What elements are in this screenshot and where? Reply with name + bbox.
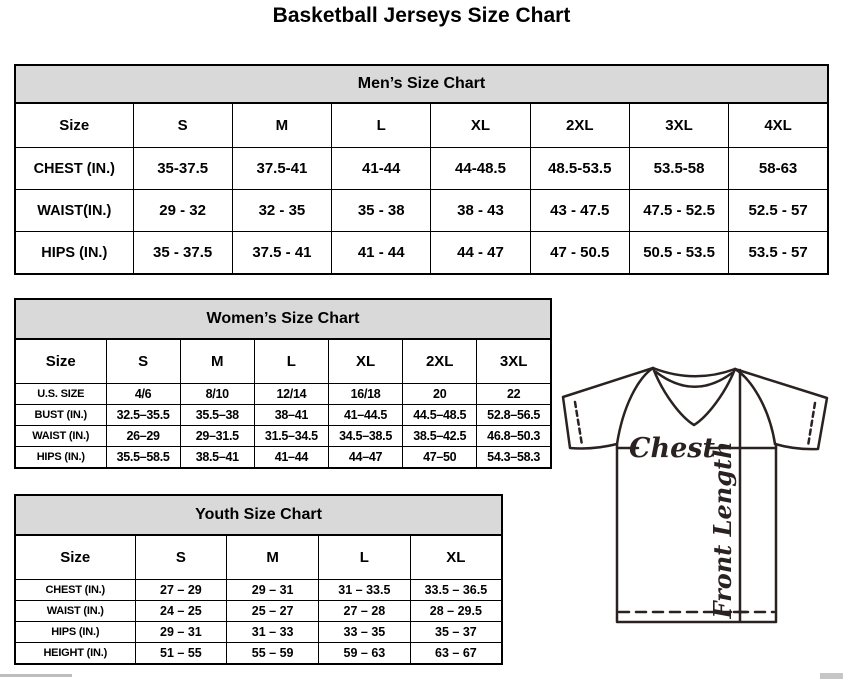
- size-value-cell: 47 - 50.5: [530, 232, 629, 275]
- size-value-cell: 29–31.5: [180, 426, 254, 447]
- size-value-cell: 52.8–56.5: [477, 405, 551, 426]
- table-row: [15, 405, 551, 426]
- table-row: [15, 447, 551, 469]
- womens-table-title: Women’s Size Chart: [14, 298, 552, 338]
- size-value-cell: 44.5–48.5: [403, 405, 477, 426]
- size-value-cell: 12/14: [254, 384, 328, 405]
- size-value-cell: 41–44.5: [328, 405, 402, 426]
- size-value-cell: 33 – 35: [319, 622, 411, 643]
- front-length-label: Front Length: [708, 441, 737, 619]
- size-value-cell: 32.5–35.5: [106, 405, 180, 426]
- row-label: HIPS (IN.): [15, 447, 106, 469]
- table-row: [15, 601, 502, 622]
- row-label: WAIST(IN.): [15, 190, 133, 232]
- size-value-cell: 58-63: [729, 148, 828, 190]
- size-value-cell: 41 - 44: [332, 232, 431, 275]
- size-value-cell: 27 – 29: [135, 580, 227, 601]
- size-value-cell: 31 – 33: [227, 622, 319, 643]
- size-value-cell: 63 – 67: [410, 643, 502, 665]
- jersey-left-cuff-dashes: [575, 402, 582, 445]
- size-value-cell: 4/6: [106, 384, 180, 405]
- column-header: S: [106, 339, 180, 384]
- jersey-right-cuff-dashes: [808, 403, 815, 446]
- size-value-cell: 38.5–41: [180, 447, 254, 469]
- mens-table-title: Men’s Size Chart: [14, 64, 829, 102]
- size-value-cell: 31.5–34.5: [254, 426, 328, 447]
- size-value-cell: 47.5 - 52.5: [629, 190, 728, 232]
- table-row: [15, 622, 502, 643]
- size-value-cell: 35.5–58.5: [106, 447, 180, 469]
- size-value-cell: 53.5-58: [629, 148, 728, 190]
- size-value-cell: 28 – 29.5: [410, 601, 502, 622]
- size-value-cell: 51 – 55: [135, 643, 227, 665]
- size-value-cell: 35.5–38: [180, 405, 254, 426]
- size-value-cell: 52.5 - 57: [729, 190, 828, 232]
- size-value-cell: 24 – 25: [135, 601, 227, 622]
- size-column-header: Size: [15, 535, 135, 580]
- size-column-header: Size: [15, 339, 106, 384]
- size-value-cell: 44 - 47: [431, 232, 530, 275]
- scrollbar-thumb[interactable]: [0, 674, 72, 677]
- womens-size-table: [14, 298, 552, 469]
- row-label: WAIST (IN.): [15, 601, 135, 622]
- table-row: [15, 232, 828, 275]
- size-value-cell: 53.5 - 57: [729, 232, 828, 275]
- size-value-cell: 25 – 27: [227, 601, 319, 622]
- size-value-cell: 43 - 47.5: [530, 190, 629, 232]
- size-value-cell: 32 - 35: [232, 190, 331, 232]
- size-value-cell: 35 – 37: [410, 622, 502, 643]
- table-row: [15, 190, 828, 232]
- mens-size-table: [14, 64, 829, 275]
- size-value-cell: 16/18: [328, 384, 402, 405]
- column-header: M: [180, 339, 254, 384]
- column-header: L: [319, 535, 411, 580]
- row-label: HEIGHT (IN.): [15, 643, 135, 665]
- table-row: [15, 643, 502, 665]
- row-label: CHEST (IN.): [15, 580, 135, 601]
- size-value-cell: 29 – 31: [135, 622, 227, 643]
- column-header: M: [227, 535, 319, 580]
- youth-table-title: Youth Size Chart: [14, 494, 503, 534]
- size-value-cell: 54.3–58.3: [477, 447, 551, 469]
- size-value-cell: 29 – 31: [227, 580, 319, 601]
- size-value-cell: 35 - 37.5: [133, 232, 232, 275]
- table-row: [15, 384, 551, 405]
- size-value-cell: 38–41: [254, 405, 328, 426]
- size-value-cell: 50.5 - 53.5: [629, 232, 728, 275]
- size-value-cell: 35-37.5: [133, 148, 232, 190]
- row-label: CHEST (IN.): [15, 148, 133, 190]
- youth-size-table: [14, 494, 503, 665]
- column-header: 2XL: [530, 103, 629, 148]
- size-value-cell: 44–47: [328, 447, 402, 469]
- scrollbar-corner: [820, 673, 843, 679]
- size-value-cell: 59 – 63: [319, 643, 411, 665]
- size-value-cell: 35 - 38: [332, 190, 431, 232]
- table-row: [15, 580, 502, 601]
- size-value-cell: 46.8–50.3: [477, 426, 551, 447]
- column-header: XL: [328, 339, 402, 384]
- row-label: U.S. SIZE: [15, 384, 106, 405]
- size-value-cell: 55 – 59: [227, 643, 319, 665]
- column-header: 2XL: [403, 339, 477, 384]
- column-header: L: [254, 339, 328, 384]
- column-header: M: [232, 103, 331, 148]
- size-value-cell: 38.5–42.5: [403, 426, 477, 447]
- column-header: 3XL: [629, 103, 728, 148]
- column-header: 4XL: [729, 103, 828, 148]
- horizontal-scrollbar[interactable]: [0, 673, 843, 679]
- jersey-body: [617, 444, 776, 622]
- row-label: HIPS (IN.): [15, 622, 135, 643]
- column-header: XL: [431, 103, 530, 148]
- size-value-cell: 34.5–38.5: [328, 426, 402, 447]
- row-label: HIPS (IN.): [15, 232, 133, 275]
- column-header: S: [135, 535, 227, 580]
- table-row: [15, 148, 828, 190]
- size-value-cell: 33.5 – 36.5: [410, 580, 502, 601]
- size-value-cell: 26–29: [106, 426, 180, 447]
- page-title: Basketball Jerseys Size Chart: [272, 4, 571, 27]
- jersey-collar-back: [653, 368, 735, 376]
- column-header: L: [332, 103, 431, 148]
- size-column-header: Size: [15, 103, 133, 148]
- size-value-cell: 27 – 28: [319, 601, 411, 622]
- size-value-cell: 38 - 43: [431, 190, 530, 232]
- size-value-cell: 20: [403, 384, 477, 405]
- size-value-cell: 37.5-41: [232, 148, 331, 190]
- size-value-cell: 31 – 33.5: [319, 580, 411, 601]
- size-value-cell: 29 - 32: [133, 190, 232, 232]
- jersey-measurement-diagram: [553, 358, 843, 630]
- size-value-cell: 44-48.5: [431, 148, 530, 190]
- column-header: 3XL: [477, 339, 551, 384]
- size-value-cell: 41–44: [254, 447, 328, 469]
- column-header: S: [133, 103, 232, 148]
- row-label: BUST (IN.): [15, 405, 106, 426]
- size-value-cell: 47–50: [403, 447, 477, 469]
- size-value-cell: 8/10: [180, 384, 254, 405]
- size-value-cell: 37.5 - 41: [232, 232, 331, 275]
- size-value-cell: 41-44: [332, 148, 431, 190]
- chest-label: Chest: [629, 433, 715, 464]
- row-label: WAIST (IN.): [15, 426, 106, 447]
- table-row: [15, 426, 551, 447]
- size-value-cell: 48.5-53.5: [530, 148, 629, 190]
- size-value-cell: 22: [477, 384, 551, 405]
- column-header: XL: [410, 535, 502, 580]
